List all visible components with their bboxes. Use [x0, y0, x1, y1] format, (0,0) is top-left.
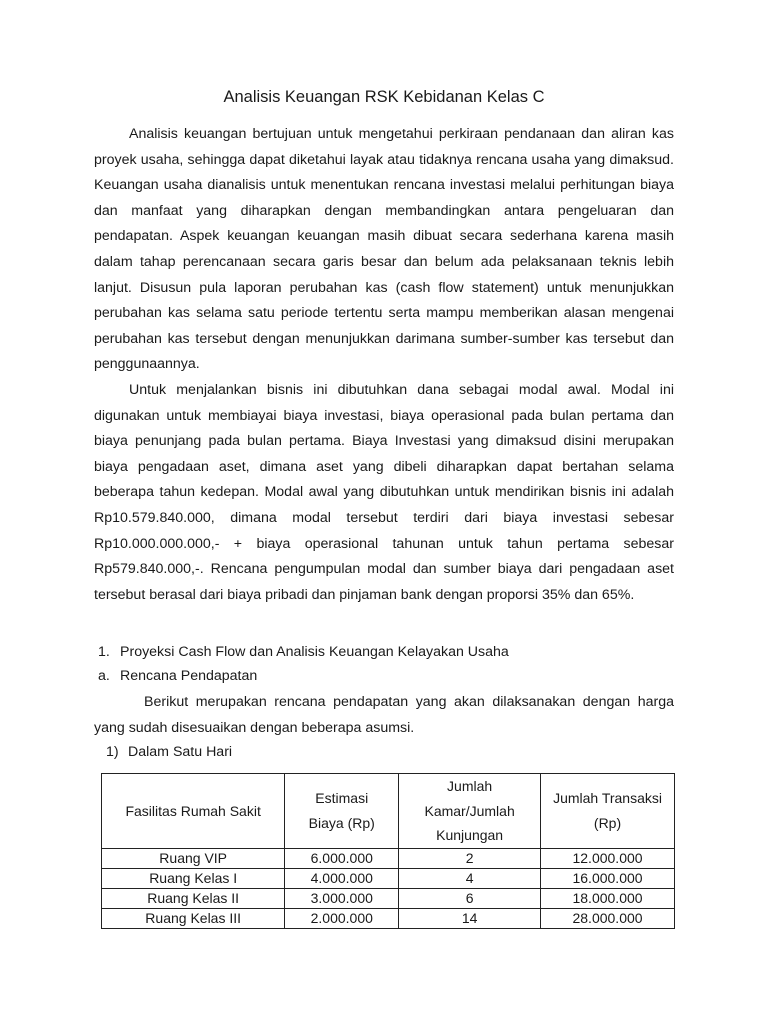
table-cell: 2.000.000 [285, 908, 399, 928]
revenue-table [101, 773, 675, 929]
table-cell: 12.000.000 [541, 848, 675, 868]
table-cell: 3.000.000 [285, 888, 399, 908]
subsection-heading-1 [106, 741, 232, 763]
table-cell: 16.000.000 [541, 868, 675, 888]
table-header-cell [399, 774, 541, 849]
table-cell: Ruang VIP [102, 848, 285, 868]
table-cell: Ruang Kelas II [102, 888, 285, 908]
subsection-label: Dalam Satu Hari [128, 744, 233, 760]
section-number: 1. [98, 644, 110, 660]
header-estimasi: Estimasi Biaya (Rp) [308, 790, 375, 831]
section-heading-a [98, 665, 257, 687]
table-header-cell: Fasilitas Rumah Sakit [102, 774, 285, 849]
table-cell: 4.000.000 [285, 868, 399, 888]
table-cell: 18.000.000 [541, 888, 675, 908]
table-cell: Ruang Kelas III [102, 908, 285, 928]
table-cell: 6 [399, 888, 541, 908]
table-cell: 28.000.000 [541, 908, 675, 928]
table-cell: 14 [399, 908, 541, 928]
table-row [102, 888, 675, 908]
table-header-row [102, 774, 675, 849]
subsection-number: 1) [106, 744, 119, 760]
section-label: Proyeksi Cash Flow dan Analisis Keuangan Kelayakan Usaha [120, 644, 509, 660]
table-header-cell [541, 774, 675, 849]
table-cell: 2 [399, 848, 541, 868]
table-row [102, 848, 675, 868]
table-header-cell [285, 774, 399, 849]
section-label: Rencana Pendapatan [120, 668, 258, 684]
paragraph-capital: Untuk menjalankan bisnis ini dibutuhkan dana sebagai modal awal. Modal ini digunakan untuk membiayai biaya investasi, biaya operasional pada bulan pertama dan biaya penunjang pada bulan pertama. Biaya Investasi yang dimaksud disini merupakan biaya pengadaan aset, dimana aset yang dibeli diharapkan dapat bertahan selama beberapa tahun kedepan. Modal awal yang dibutuhkan untuk mendirikan bisnis ini adalah Rp10.579.840.000, dimana modal tersebut terdiri dari biaya investasi sebesar Rp10.000.000.000,- + biaya operasional tahunan untuk tahun pertama sebesar Rp579.840.000,-. Rencana pengumpulan modal dan sumber biaya dari pengadaan aset tersebut berasal dari biaya pribadi dan pinjaman bank dengan proporsi 35% dan 65%. [94, 382, 674, 603]
header-jumlah-kamar: Jumlah Kamar/Jumlah Kunjungan [424, 778, 515, 843]
section-heading-1 [98, 641, 509, 663]
document-title: Analisis Keuangan RSK Kebidanan Kelas C [223, 88, 545, 106]
table-cell: 6.000.000 [285, 848, 399, 868]
section-number: a. [98, 668, 110, 684]
paragraph-intro: Analisis keuangan bertujuan untuk mengetahui perkiraan pendanaan dan aliran kas proyek usaha, sehingga dapat diketahui layak atau tidaknya rencana usaha yang dimaksud. Keuangan usaha dianalisis untuk menentukan rencana investasi melalui perhitungan biaya dan manfaat yang diharapkan dengan membandingkan antara pengeluaran dan pendapatan. Aspek keuangan keuangan masih dibuat secara sederhana karena masih dalam tahap perencanaan secara garis besar dan belum ada pelaksanaan teknis lebih lanjut. Disusun pula laporan perubahan kas (cash flow statement) untuk menunjukkan perubahan kas selama satu periode tertentu serta mampu memberikan alasan mengenai perubahan kas tersebut dengan menunjukkan darimana sumber-sumber kas tersebut dan penggunaannya. [94, 126, 674, 373]
paragraph-revenue-plan: Berikut merupakan rencana pendapatan yang akan dilaksanakan dengan harga yang sudah disesuaikan dengan beberapa asumsi. [94, 694, 674, 736]
header-jumlah-transaksi: Jumlah Transaksi (Rp) [553, 790, 662, 831]
table-row [102, 908, 675, 928]
table-row [102, 868, 675, 888]
table-cell: Ruang Kelas I [102, 868, 285, 888]
table-cell: 4 [399, 868, 541, 888]
